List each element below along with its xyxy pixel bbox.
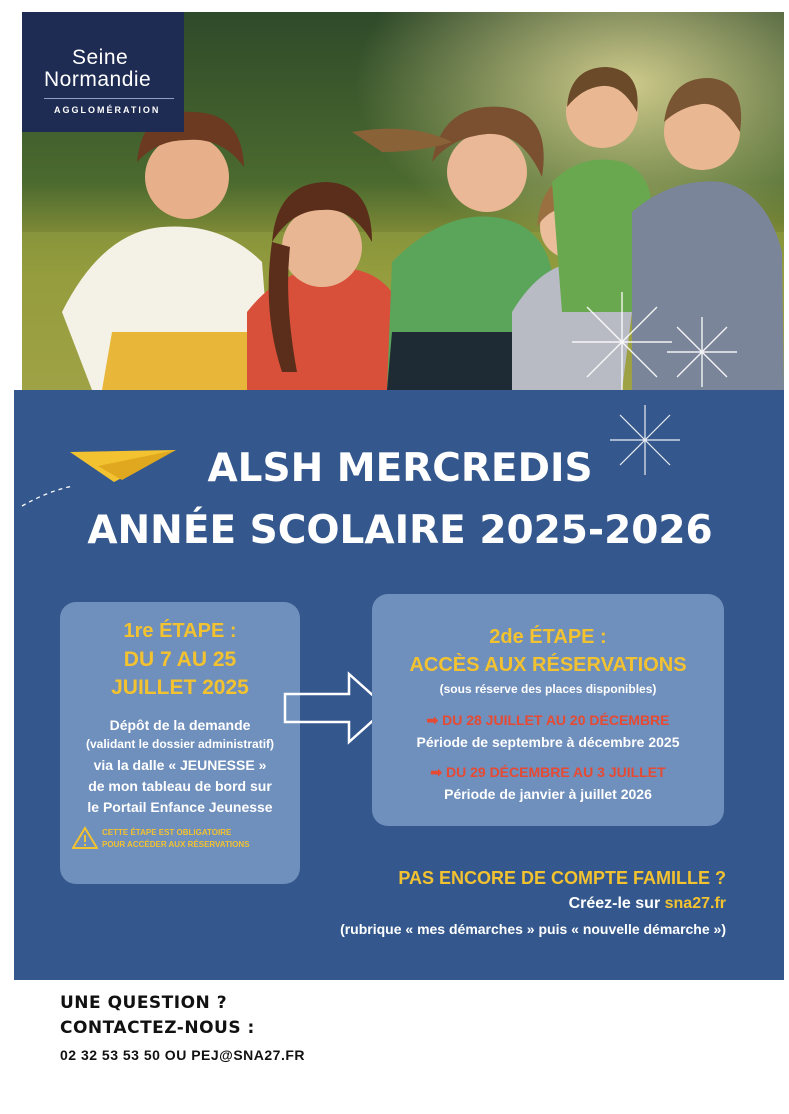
step2-period2-dates: DU 29 DÉCEMBRE AU 3 JUILLET	[446, 764, 666, 780]
account-rubrique: (rubrique « mes démarches » puis « nouvelle démarche »)	[340, 921, 726, 937]
step1-body-line1: Dépôt de la demande	[109, 717, 251, 733]
step2-heading: 2de ÉTAPE :	[489, 626, 607, 648]
step1-dates-line1: DU 7 AU 25	[123, 648, 237, 671]
logo-line-3: AGGLOMÉRATION	[54, 105, 161, 115]
step1-body-line4: de mon tableau de bord sur	[88, 778, 272, 794]
paper-plane-icon	[18, 446, 178, 516]
step1-dates-line2: JUILLET 2025	[111, 676, 249, 699]
contact-heading: CONTACTEZ-NOUS :	[60, 1018, 255, 1038]
firework-icon	[562, 282, 762, 390]
step1-warning-line1: CETTE ÉTAPE EST OBLIGATOIRE	[102, 828, 232, 837]
page-subtitle: ANNÉE SCOLAIRE 2025-2026	[87, 508, 713, 553]
step1-heading: 1re ÉTAPE :	[123, 620, 237, 642]
step1-body-line2: (validant le dossier administratif)	[85, 737, 275, 751]
step2-period1-desc: Période de septembre à décembre 2025	[416, 734, 680, 750]
step2-period1-dates: DU 28 JUILLET AU 20 DÉCEMBRE	[442, 712, 670, 728]
contact-question: UNE QUESTION ?	[60, 993, 228, 1013]
step1-card	[60, 602, 300, 884]
brand-logo	[22, 12, 184, 132]
step1-body-line5: le Portail Enfance Jeunesse	[87, 799, 273, 815]
logo-line-1: Seine	[72, 46, 129, 69]
step2-card	[372, 594, 724, 826]
step2-note: (sous réserve des places disponibles)	[439, 682, 657, 696]
step2-period2-desc: Période de janvier à juillet 2026	[444, 786, 652, 802]
account-site-link[interactable]: sna27.fr	[664, 895, 726, 912]
arrow-bullet-icon: ➡	[426, 712, 443, 728]
logo-line-2: Normandie	[44, 68, 152, 91]
account-create-text: Créez-le sur	[568, 895, 661, 912]
account-question: PAS ENCORE DE COMPTE FAMILLE ?	[398, 868, 726, 888]
firework-icon	[600, 395, 690, 485]
contact-details[interactable]: 02 32 53 53 50 OU PEJ@SNA27.FR	[60, 1047, 305, 1063]
step1-body-line3: via la dalle « JEUNESSE »	[93, 757, 267, 773]
warning-icon	[72, 826, 98, 850]
arrow-bullet-icon: ➡	[430, 764, 446, 780]
step1-warning-line2: POUR ACCÉDER AUX RÉSERVATIONS	[102, 840, 250, 849]
page-title: ALSH MERCREDIS	[207, 446, 593, 491]
step2-subheading: ACCÈS AUX RÉSERVATIONS	[409, 654, 687, 676]
